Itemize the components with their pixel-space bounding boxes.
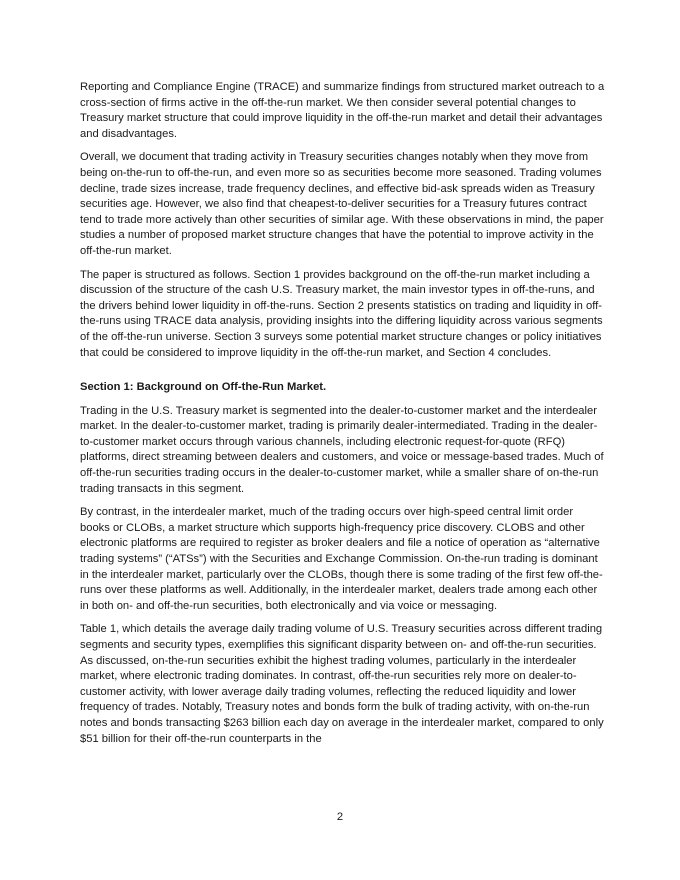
document-page	[80, 80, 605, 755]
intro-paragraph-1: Reporting and Compliance Engine (TRACE) and summarize findings from structured market outreach to a cross-section of firms active in the off-the-run market. We then consider several potential changes to Treasury market structure that could improve liquidity in the off-the-run market and detail their advantages and disadvantages.	[80, 81, 605, 140]
section-1-paragraph-1: Trading in the U.S. Treasury market is segmented into the dealer-to-customer market and the interdealer market. In the dealer-to-customer market, trading is primarily dealer-intermediated. Trading in the dealer-to-customer market occurs through various channels, including electronic request-for-quote (RFQ) platforms, direct streaming between dealers and customers, and voice or message-based trades. Much of off-the-run securities trading occurs in the dealer-to-customer market, while a smaller share of on-the-run trading transacts in this segment.	[80, 404, 604, 495]
page-number: 2	[336, 811, 344, 823]
section-1-paragraph-3: Table 1, which details the average daily trading volume of U.S. Treasury securities across different trading segments and security types, exemplifies this significant disparity between on- and off-the-run securities. As discussed, on-the-run securities exhibit the highest trading volumes, particularly in the interdealer market, where electronic trading dominates. In contrast, off-the-run securities rely more on dealer-to-customer activity, with lower average daily trading volumes, reflecting the reduced liquidity and lower frequency of trades. Notably, Treasury notes and bonds form the bulk of trading activity, with on-the-run notes and bonds transacting $263 billion each day on average in the interdealer market, compared to only $51 billion for their off-the-run counterparts in the	[80, 623, 604, 745]
section-1-heading: Section 1: Background on Off-the-Run Market.	[80, 381, 327, 394]
intro-paragraph-2: Overall, we document that trading activity in Treasury securities changes notably when they move from being on-the-run to off-the-run, and even more so as securities become more seasoned. Trading volumes decline, trade sizes increase, trade frequency declines, and effective bid-ask spreads widen as Treasury securities age. However, we also find that cheapest-to-deliver securities for a Treasury futures contract tend to trade more actively than other securities of similar age. With these observations in mind, the paper studies a number of proposed market structure changes that have the potential to improve activity in the off-the-run market.	[80, 151, 604, 257]
section-1-paragraph-2: By contrast, in the interdealer market, much of the trading occurs over high-speed central limit order books or CLOBs, a market structure which supports high-frequency price discovery. CLOBS and other electronic platforms are required to register as broker dealers and file a notice of operation as “alternative trading systems” (“ATSs”) with the Securities and Exchange Commission. On-the-run trading is dominant in the interdealer market, particularly over the CLOBs, though there is some trading of the first few off-the-runs over these platforms as well. Additionally, in the interdealer market, dealers trade among each other in both on- and off-the-run securities, both electronically and via voice or messaging.	[80, 506, 603, 612]
intro-paragraph-3: The paper is structured as follows. Section 1 provides background on the off-the-run market including a discussion of the structure of the cash U.S. Treasury market, the main investor types in off-the-runs, and the drivers behind lower liquidity in off-the-runs. Section 2 presents statistics on trading and liquidity in off-the-runs using TRACE data analysis, providing insights into the differing liquidity across various segments of the off-the-run universe. Section 3 surveys some potential market structure changes or policy initiatives that could be considered to improve liquidity in the off-the-run market, and Section 4 concludes.	[80, 268, 603, 359]
